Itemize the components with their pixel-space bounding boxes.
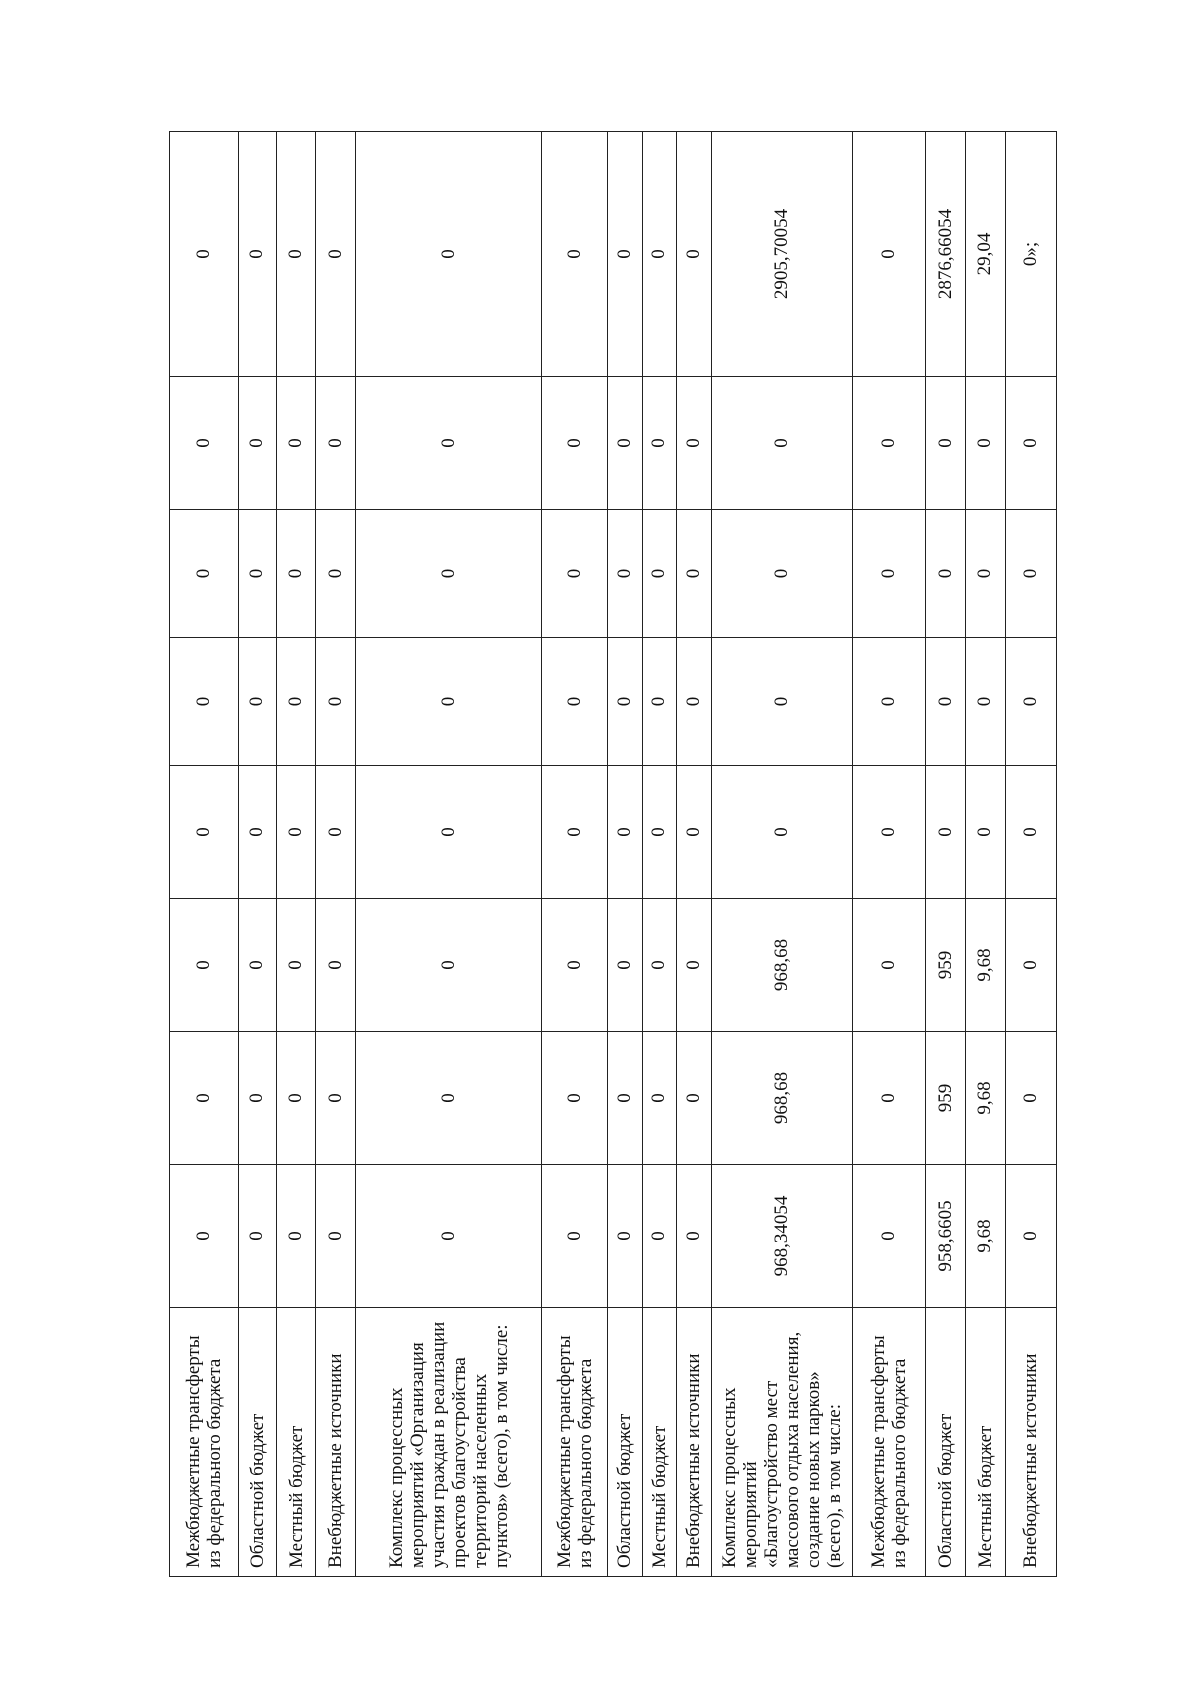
value-cell: 0 <box>608 132 643 377</box>
row-label: Областной бюджет <box>239 1308 277 1577</box>
table-row <box>852 132 925 1577</box>
value-cell: 0 <box>1005 377 1056 510</box>
row-label: Межбюджетные трансферты из федерального бюджета <box>170 1308 239 1577</box>
value-cell: 0 <box>542 1165 608 1308</box>
value-cell: 0 <box>1005 766 1056 899</box>
value-cell: 959 <box>926 899 966 1032</box>
value-cell: 0 <box>239 510 277 638</box>
value-cell: 0 <box>677 132 712 377</box>
value-cell: 968,34054 <box>711 1165 852 1308</box>
value-cell: 0 <box>852 638 925 766</box>
table-row <box>542 132 608 1577</box>
table-row <box>965 132 1005 1577</box>
value-cell: 0 <box>316 377 356 510</box>
row-label: Областной бюджет <box>608 1308 643 1577</box>
value-cell: 0 <box>316 132 356 377</box>
value-cell: 0 <box>926 638 966 766</box>
value-cell: 0 <box>276 1165 316 1308</box>
value-cell: 0 <box>239 377 277 510</box>
value-cell: 0 <box>677 510 712 638</box>
table-row <box>356 132 542 1577</box>
table-row <box>926 132 966 1577</box>
value-cell: 0 <box>316 638 356 766</box>
table-row <box>608 132 643 1577</box>
value-cell: 0 <box>1005 510 1056 638</box>
value-cell: 0 <box>170 510 239 638</box>
row-label: Местный бюджет <box>965 1308 1005 1577</box>
value-cell: 0 <box>711 377 852 510</box>
value-cell: 0 <box>642 510 677 638</box>
value-cell: 0 <box>711 638 852 766</box>
value-cell: 0 <box>642 638 677 766</box>
value-cell: 0 <box>642 1165 677 1308</box>
table-row <box>711 132 852 1577</box>
row-label: Межбюджетные трансферты из федерального бюджета <box>542 1308 608 1577</box>
row-label: Комплекс процессных мероприятий «Организация участия граждан в реализации проектов благоустройства территорий населенных пунктов» (всего), в том числе: <box>356 1308 542 1577</box>
value-cell: 2905,70054 <box>711 132 852 377</box>
value-cell: 0 <box>642 132 677 377</box>
value-cell: 0 <box>276 1032 316 1165</box>
row-label: Местный бюджет <box>276 1308 316 1577</box>
row-label: Комплекс процессных мероприятий «Благоустройство мест массового отдыха населения, создание новых парков» (всего), в том числе: <box>711 1308 852 1577</box>
value-cell: 0 <box>608 377 643 510</box>
value-cell: 0 <box>542 510 608 638</box>
value-cell: 0 <box>239 899 277 1032</box>
table-row <box>276 132 316 1577</box>
table-row <box>677 132 712 1577</box>
value-cell: 0 <box>608 638 643 766</box>
budget-table <box>169 131 1057 1577</box>
value-cell: 0 <box>239 1165 277 1308</box>
value-cell: 958,6605 <box>926 1165 966 1308</box>
value-cell: 9,68 <box>965 1032 1005 1165</box>
value-cell: 0 <box>852 132 925 377</box>
row-label: Внебюджетные источники <box>316 1308 356 1577</box>
value-cell: 0 <box>608 1165 643 1308</box>
value-cell: 0 <box>276 132 316 377</box>
value-cell: 0»; <box>1005 132 1056 377</box>
value-cell: 0 <box>965 510 1005 638</box>
value-cell: 0 <box>316 510 356 638</box>
value-cell: 0 <box>852 899 925 1032</box>
row-label: Внебюджетные источники <box>677 1308 712 1577</box>
value-cell: 0 <box>926 510 966 638</box>
value-cell: 0 <box>926 766 966 899</box>
value-cell: 0 <box>642 766 677 899</box>
value-cell: 0 <box>542 766 608 899</box>
value-cell: 29,04 <box>965 132 1005 377</box>
value-cell: 0 <box>711 510 852 638</box>
value-cell: 0 <box>1005 1032 1056 1165</box>
value-cell: 9,68 <box>965 1165 1005 1308</box>
value-cell: 0 <box>356 1165 542 1308</box>
value-cell: 0 <box>852 1165 925 1308</box>
value-cell: 0 <box>316 1165 356 1308</box>
value-cell: 0 <box>1005 638 1056 766</box>
value-cell: 0 <box>965 638 1005 766</box>
value-cell: 9,68 <box>965 899 1005 1032</box>
value-cell: 0 <box>608 510 643 638</box>
value-cell: 0 <box>1005 899 1056 1032</box>
value-cell: 0 <box>677 899 712 1032</box>
value-cell: 0 <box>677 766 712 899</box>
value-cell: 0 <box>677 377 712 510</box>
value-cell: 0 <box>642 377 677 510</box>
value-cell: 0 <box>1005 1165 1056 1308</box>
value-cell: 0 <box>356 638 542 766</box>
value-cell: 0 <box>239 1032 277 1165</box>
row-label: Областной бюджет <box>926 1308 966 1577</box>
table-body <box>170 132 1057 1577</box>
value-cell: 0 <box>677 1032 712 1165</box>
row-label: Межбюджетные трансферты из федерального бюджета <box>852 1308 925 1577</box>
value-cell: 0 <box>608 1032 643 1165</box>
rotated-table-wrapper <box>169 132 1057 1577</box>
value-cell: 0 <box>608 766 643 899</box>
value-cell: 0 <box>542 1032 608 1165</box>
value-cell: 0 <box>170 638 239 766</box>
row-label: Внебюджетные источники <box>1005 1308 1056 1577</box>
value-cell: 0 <box>170 377 239 510</box>
row-label: Местный бюджет <box>642 1308 677 1577</box>
value-cell: 0 <box>276 638 316 766</box>
value-cell: 0 <box>677 1165 712 1308</box>
value-cell: 959 <box>926 1032 966 1165</box>
value-cell: 0 <box>642 1032 677 1165</box>
table-row <box>316 132 356 1577</box>
value-cell: 0 <box>276 377 316 510</box>
table-row <box>642 132 677 1577</box>
value-cell: 968,68 <box>711 1032 852 1165</box>
value-cell: 0 <box>170 1165 239 1308</box>
value-cell: 0 <box>542 377 608 510</box>
table-row <box>239 132 277 1577</box>
value-cell: 2876,66054 <box>926 132 966 377</box>
value-cell: 0 <box>170 132 239 377</box>
value-cell: 0 <box>316 1032 356 1165</box>
value-cell: 968,68 <box>711 899 852 1032</box>
value-cell: 0 <box>356 377 542 510</box>
value-cell: 0 <box>965 377 1005 510</box>
value-cell: 0 <box>965 766 1005 899</box>
value-cell: 0 <box>276 766 316 899</box>
value-cell: 0 <box>170 899 239 1032</box>
value-cell: 0 <box>852 377 925 510</box>
value-cell: 0 <box>239 766 277 899</box>
value-cell: 0 <box>852 510 925 638</box>
value-cell: 0 <box>170 766 239 899</box>
value-cell: 0 <box>542 638 608 766</box>
value-cell: 0 <box>542 899 608 1032</box>
value-cell: 0 <box>316 899 356 1032</box>
value-cell: 0 <box>608 899 643 1032</box>
value-cell: 0 <box>356 1032 542 1165</box>
value-cell: 0 <box>239 132 277 377</box>
table-row <box>170 132 239 1577</box>
value-cell: 0 <box>239 638 277 766</box>
value-cell: 0 <box>170 1032 239 1165</box>
value-cell: 0 <box>316 766 356 899</box>
value-cell: 0 <box>356 766 542 899</box>
value-cell: 0 <box>542 132 608 377</box>
value-cell: 0 <box>642 899 677 1032</box>
value-cell: 0 <box>926 377 966 510</box>
value-cell: 0 <box>356 510 542 638</box>
value-cell: 0 <box>852 766 925 899</box>
value-cell: 0 <box>276 899 316 1032</box>
value-cell: 0 <box>711 766 852 899</box>
value-cell: 0 <box>677 638 712 766</box>
value-cell: 0 <box>356 899 542 1032</box>
value-cell: 0 <box>276 510 316 638</box>
table-row <box>1005 132 1056 1577</box>
value-cell: 0 <box>852 1032 925 1165</box>
value-cell: 0 <box>356 132 542 377</box>
